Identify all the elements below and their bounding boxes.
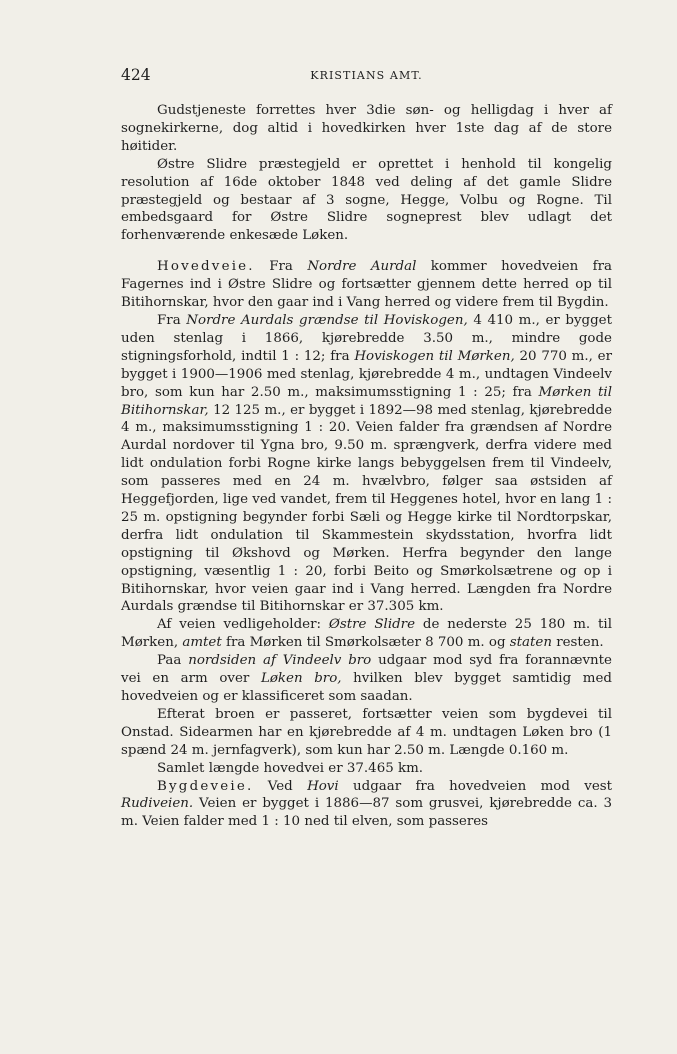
section-heading-hovedveie: Hovedveie. — [157, 259, 255, 275]
place-name: Nordre Aurdal — [307, 259, 417, 275]
road-section-name: Mørken til Bitihornskar, — [121, 384, 612, 418]
paragraph-maintenance: Af veien vedligeholder: Østre Slidre de nederste 25 180 m. til Mørken, amtet fra Mørken til Smørkolsæter 8 700 m. og staten resten. — [121, 617, 612, 651]
section-heading-bygdeveie: Bygdeveie. — [157, 778, 254, 794]
paragraph-onstad: Efterat broen er passeret, fortsætter veien som bygdevei til Onstad. Sidearmen har en kjørebredde af 4 m. undtagen Løken bro (1 spænd 24 m. jernfagverk), som kun har 2.50 m. Længde 0.160 m. — [121, 706, 612, 758]
paragraph-bygdeveie: Bygdeveie. Ved Hovi udgaar fra hovedveien mod vest Rudiveien. Veien er bygget i 1886—87 som grusvei, kjørebredde ca. 3 m. Veien falder med 1 : 10 ned til elven, som passeres — [121, 778, 612, 830]
page-number: 424 — [121, 66, 151, 84]
road-name: Rudiveien. — [121, 796, 194, 812]
maintainer-name: Østre Slidre — [328, 617, 415, 633]
maintainer-name: staten — [509, 635, 552, 651]
maintainer-name: amtet — [182, 635, 222, 651]
place-name: Løken bro, — [260, 671, 342, 687]
road-section-name: Hoviskogen til Mørken, — [354, 348, 515, 364]
running-title: KRISTIANS AMT. — [310, 69, 423, 82]
paragraph-hovedveie: Hovedveie. Fra Nordre Aurdal kommer hovedveien fra Fagernes ind i Østre Slidre og fortsætter gjennem dette herred op til Bitihornskar, hvor den gaar ind i Vang herred og videre frem til Bygdin. — [121, 259, 612, 311]
paragraph-gudstjeneste: Gudstjeneste forrettes hver 3die søn- og helligdag i hver af sognekirkerne, dog altid i hovedkirken hver 1ste dag af de store høitider. — [121, 103, 612, 154]
place-name: Hovi — [307, 778, 339, 794]
body-text — [121, 102, 612, 831]
place-name: nordsiden af Vindeelv bro — [188, 653, 372, 669]
paragraph-side-arm: Paa nordsiden af Vindeelv bro udgaar mod syd fra forannævnte vei en arm over Løken bro, hvilken blev bygget samtidig med hovedveien og er klassificeret som saadan. — [121, 653, 612, 704]
paragraph-road-sections: Fra Nordre Aurdals grændse til Hoviskogen, 4 410 m., er bygget uden stenlag i 1866, kjørebredde 3.50 m., mindre gode stigningsforhold, indtil 1 : 12; fra Hoviskogen til Mørken, 20 770 m., er bygget i 1900—1906 med stenlag, kjørebredde 4 m., undtagen Vindeelv bro, som kun har 2.50 m., maksimumsstigning 1 : 25; fra Mørken til Bitihornskar, 12 125 m., er bygget i 1892—98 med stenlag, kjørebredde 4 m., maksimumsstigning 1 : 20. Veien falder fra grændsen af Nordre Aurdal nordover til Ygna bro, 9.50 m. sprængverk, derfra videre med lidt ondulation forbi Rogne kirke langs bebyggelsen frem til Vindeelv, som passeres med en 24 m. hvælvbro, følger saa østsiden af Heggefjorden, lige ved vandet, frem til Heggenes hotel, hvor en lang 1 : 25 m. opstigning begynder forbi Sæli og Hegge kirke til Nordtorpskar, derfra lidt ondulation til Skammestein skydsstation, hvorfra lidt opstigning til Økshovd og Mørken. Herfra begynder den lange opstigning, væsentlig 1 : 20, forbi Beito og Smørkolsætrene og op i Bitihornskar, hvor veien gaar ind i Vang herred. Længden fra Nordre Aurdals grændse til Bitihornskar er 37.305 km. — [121, 312, 613, 615]
paragraph-prestegjeld: Østre Slidre præstegjeld er oprettet i henhold til kongelig resolution af 16de oktober 1848 ved deling af det gamle Slidre præstegjeld og bestaar af 3 sogne, Hegge, Volbu og Rogne. Til embedsgaard for Østre Slidre sogneprest blev udlagt det forhenværende enkesæde Løken. — [121, 156, 612, 244]
page-header — [121, 66, 612, 86]
road-section-name: Nordre Aurdals grændse til Hoviskogen, — [186, 312, 468, 328]
paragraph-total-length: Samlet længde hovedvei er 37.465 km. — [157, 760, 424, 776]
